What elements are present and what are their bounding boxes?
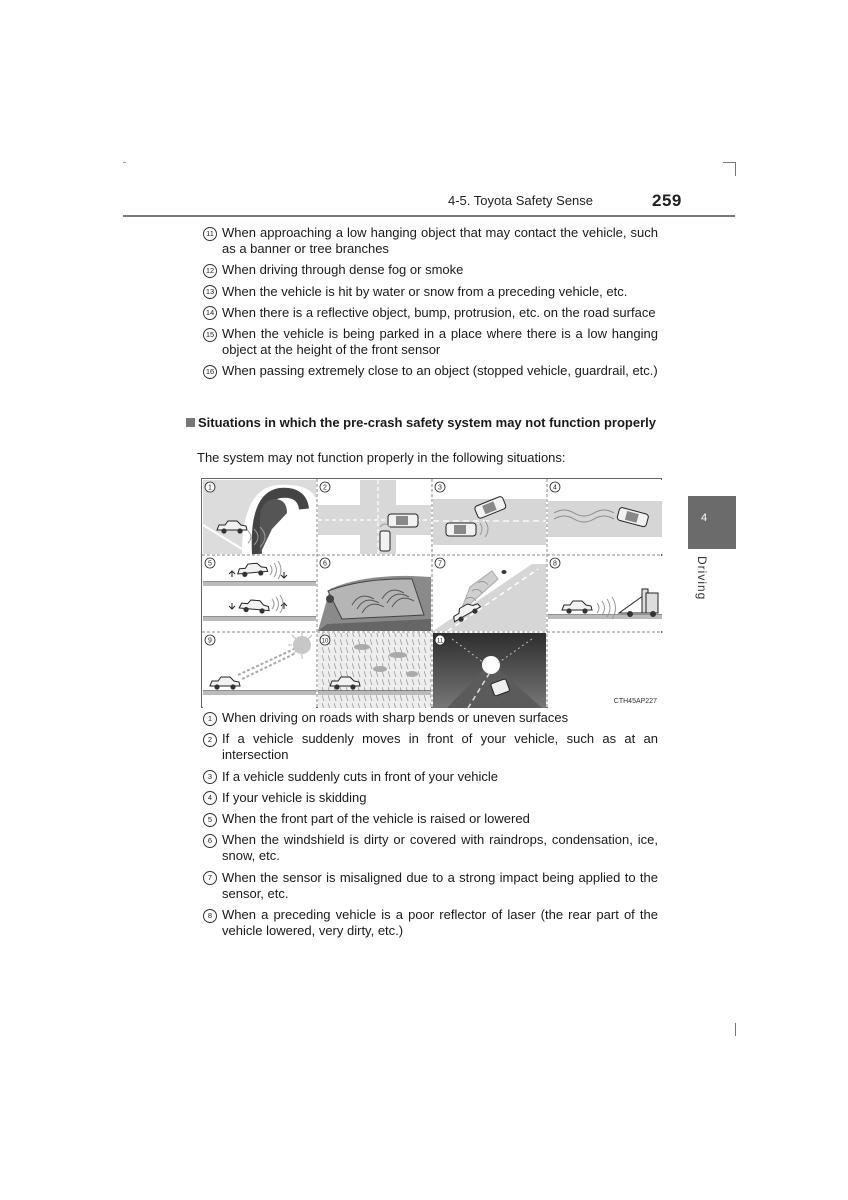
svg-text:8: 8 xyxy=(553,560,557,568)
item-text: When there is a reflective object, bump, protrusion, etc. on the road surface xyxy=(222,304,656,320)
situations-illustration xyxy=(201,478,662,708)
item-number: 1 xyxy=(203,712,217,726)
list-item xyxy=(203,731,658,763)
header-rule xyxy=(123,215,735,217)
chapter-number: 4 xyxy=(701,512,708,524)
item-text: If a vehicle suddenly cuts in front of your vehicle xyxy=(222,768,499,784)
item-number: 2 xyxy=(203,733,217,747)
svg-text:6: 6 xyxy=(323,560,327,568)
item-number: 4 xyxy=(203,791,217,805)
panel-2 xyxy=(318,480,431,554)
panel-number-9 xyxy=(205,635,215,645)
panel-number-2 xyxy=(320,482,330,492)
panel-4 xyxy=(548,480,662,554)
crop-mark-top-right-vertical xyxy=(735,162,736,176)
panel-3 xyxy=(433,480,546,554)
item-text: When approaching a low hanging object that may contact the vehicle, such as a banner or tree branches xyxy=(222,225,658,256)
section-title: 4-5. Toyota Safety Sense xyxy=(448,193,594,208)
item-number: 15 xyxy=(203,328,217,342)
list-item xyxy=(203,326,658,358)
svg-text:10: 10 xyxy=(321,638,329,645)
item-number: 3 xyxy=(203,770,217,784)
panel-number-4 xyxy=(550,482,560,492)
item-text: When the front part of the vehicle is raised or lowered xyxy=(222,811,530,827)
list-item xyxy=(203,832,658,864)
item-text: When driving on roads with sharp bends or uneven surfaces xyxy=(222,710,569,725)
figure-code: CTH45AP227 xyxy=(613,698,657,705)
svg-text:3: 3 xyxy=(438,484,442,492)
item-text: When the vehicle is hit by water or snow from a preceding vehicle, etc. xyxy=(222,283,628,299)
condition-list-bottom xyxy=(203,710,658,944)
panel-11 xyxy=(433,633,546,708)
intro-text: The system may not function properly in the following situations: xyxy=(197,450,566,465)
panel-number-5 xyxy=(205,558,215,568)
list-item xyxy=(203,305,658,321)
subheading-square-icon xyxy=(186,418,195,427)
page-number: 259 xyxy=(652,191,682,210)
item-number: 11 xyxy=(203,227,217,241)
item-number: 14 xyxy=(203,306,217,320)
item-text: When the windshield is dirty or covered with raindrops, condensation, ice, snow, etc. xyxy=(222,832,658,864)
item-number: 16 xyxy=(203,365,217,379)
svg-text:9: 9 xyxy=(208,637,212,645)
list-item xyxy=(203,710,658,726)
panel-6 xyxy=(318,556,431,631)
item-number: 6 xyxy=(203,834,217,848)
panel-number-8 xyxy=(550,558,560,568)
list-item xyxy=(203,262,658,278)
item-text: When driving through dense fog or smoke xyxy=(222,262,464,278)
item-text: If a vehicle suddenly moves in front of your vehicle, such as at an intersection xyxy=(222,731,658,763)
panel-number-6 xyxy=(320,558,330,568)
svg-text:1: 1 xyxy=(208,484,212,492)
list-item xyxy=(203,907,658,939)
subheading-text: Situations in which the pre-crash safety system may not function properly xyxy=(198,415,656,430)
panel-10 xyxy=(318,633,431,708)
svg-text:11: 11 xyxy=(436,638,444,645)
chapter-label: Driving xyxy=(695,556,709,601)
chapter-tab xyxy=(688,496,736,549)
item-number: 12 xyxy=(203,264,217,278)
item-number: 8 xyxy=(203,909,217,923)
list-item xyxy=(203,811,658,827)
item-number: 13 xyxy=(203,285,217,299)
item-text: When a preceding vehicle is a poor reflector of laser (the rear part of the vehicle lowered, very dirty, etc.) xyxy=(222,907,658,939)
item-number: 7 xyxy=(203,871,217,885)
panel-number-3 xyxy=(435,482,445,492)
panel-number-10 xyxy=(320,635,330,645)
panel-empty xyxy=(548,633,662,708)
panel-number-11 xyxy=(435,635,445,645)
list-item xyxy=(203,225,658,257)
list-item xyxy=(203,790,658,806)
svg-text:7: 7 xyxy=(438,560,442,568)
panel-8 xyxy=(548,556,662,631)
panel-number-7 xyxy=(435,558,445,568)
item-text: When the vehicle is being parked in a place where there is a low hanging object at the height of the front sensor xyxy=(222,326,658,358)
item-text: If your vehicle is skidding xyxy=(222,789,367,805)
subheading xyxy=(186,415,662,431)
crop-mark-top-left xyxy=(123,162,126,163)
list-item xyxy=(203,870,658,902)
panel-5 xyxy=(203,556,316,631)
svg-text:5: 5 xyxy=(208,560,212,568)
svg-text:2: 2 xyxy=(323,484,327,492)
list-item xyxy=(203,769,658,785)
illustration-grid xyxy=(202,479,663,709)
item-text: When the sensor is misaligned due to a strong impact being applied to the sensor, etc. xyxy=(222,869,658,901)
panel-7 xyxy=(433,556,546,631)
condition-list-top xyxy=(203,225,658,385)
list-item xyxy=(203,363,658,379)
list-item xyxy=(203,284,658,300)
panel-number-1 xyxy=(205,482,215,492)
svg-text:4: 4 xyxy=(553,484,557,492)
item-number: 5 xyxy=(203,813,217,827)
item-text: When passing extremely close to an object (stopped vehicle, guardrail, etc.) xyxy=(222,363,658,379)
panel-1 xyxy=(203,480,316,554)
crop-mark-bottom-right xyxy=(735,1023,736,1036)
panel-9 xyxy=(203,631,316,708)
